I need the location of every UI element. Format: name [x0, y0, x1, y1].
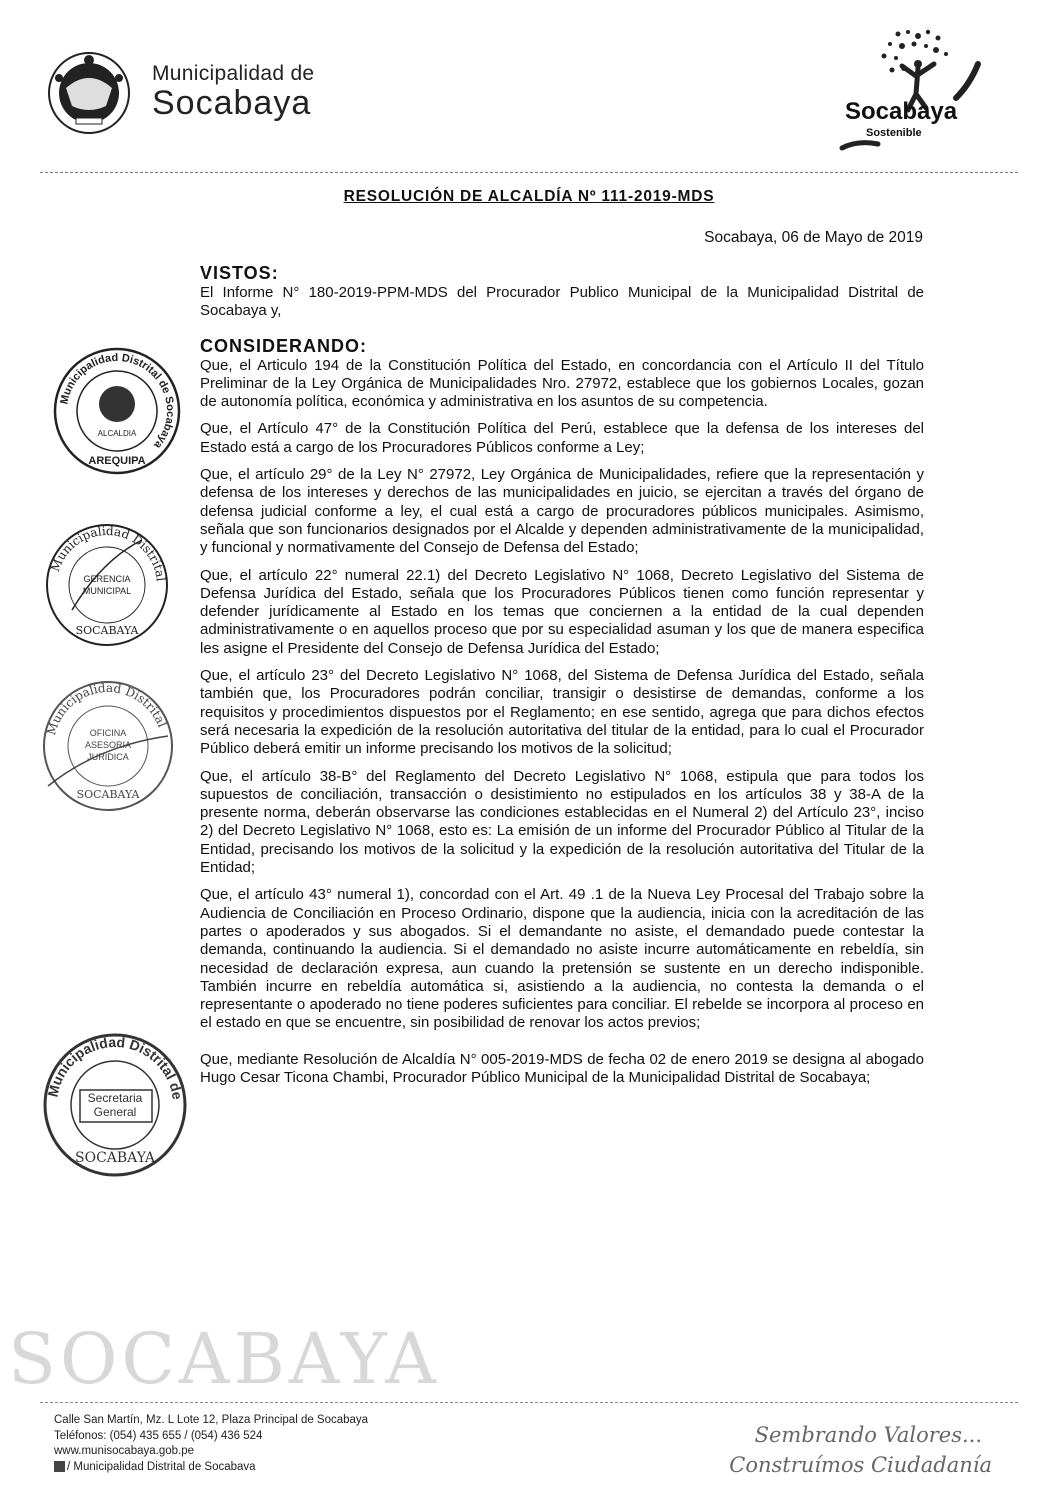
stamp-ring-text: Municipalidad Distrital [44, 680, 170, 737]
gerencia-municipal-stamp [42, 520, 172, 650]
vistos-heading: VISTOS: [200, 263, 279, 283]
asesoria-juridica-stamp [38, 676, 178, 816]
footer-slogan [729, 1420, 992, 1480]
stamp-center-line1: GERENCIA [83, 574, 131, 584]
stamp-center-line1: Secretaria [87, 1091, 143, 1105]
stamp-bottom-text: SOCABAYA [75, 624, 139, 637]
stamp-center-line2: MUNICIPAL [82, 586, 132, 596]
brand-name: Socabaya [845, 98, 958, 125]
stamp-bottom-text: SOCABAYA [76, 788, 140, 801]
header-divider [40, 172, 1018, 173]
considerando-paragraph: Que, el artículo 23° del Decreto Legislativo N° 1068, del Sistema de Defensa Jurídica del Estado, señala también que, los Procuradores podrán conciliar, transigir o desistirse de demandas, conforme a los requisitos y procedimientos dispuestos por el Reglamento; en ese sentido, agrega que para dichos efectos será necesaria la expedición de la resolución autoritativa del titular de la entidad, para lo cual el Procurador Público deberá emitir un informe precisando los motivos de la solicitud; [200, 667, 924, 758]
considerando-paragraph: Que, el Artículo 47° de la Constitución Política del Perú, establece que la defensa de los intereses del Estado está a cargo de los Procuradores Públicos conforme a Ley; [200, 420, 924, 456]
facebook-icon [54, 1461, 65, 1472]
stamp-ring-text: Municipalidad Distrital de Socabaya [58, 351, 177, 451]
considerando-paragraph: Que, el artículo 22° numeral 22.1) del Decreto Legislativo N° 1068, Decreto Legislativo del Sistema de Defensa Jurídica del Estado, señala que los Procuradores Públicos tienen como función representar y defender jurídicamente al Estado en los temas que conciernen a la entidad de la cual dependen administrativamente o en aquellos proceso que por su especialidad asuman y los que de manera especifica les asigne el Presidente del Consejo de Defensa Jurídica del Estado; [200, 566, 924, 657]
footer-contact [54, 1413, 368, 1475]
municipality-name [152, 62, 314, 123]
alcaldia-seal-stamp [52, 346, 182, 476]
document-date: Socabaya, 06 de Mayo de 2019 [704, 229, 923, 246]
considerando-paragraph: Que, el Articulo 194 de la Constitución Política del Estado, en concordancia con el Artículo II del Título Preliminar de la Ley Orgánica de Municipalidades Nro. 27972, establece que los gobiernos Locales, gozan de autonomía política, económica y administrativa en los asuntos de su competencia. [200, 356, 924, 411]
secretaria-general-stamp [40, 1030, 190, 1180]
footer-social[interactable]: / Municipalidad Distrital de Socabava [67, 1460, 256, 1473]
footer-website[interactable]: www.munisocabaya.gob.pe [54, 1445, 194, 1457]
stamp-center-text: ALCALDIA [97, 429, 137, 438]
considerando-paragraph: Que, mediante Resolución de Alcaldía N° 005-2019-MDS de fecha 02 de enero 2019 se designa al abogado Hugo Cesar Ticona Chambi, Procurador Público Municipal de la Municipalidad Distrital de Socabaya; [200, 1050, 924, 1086]
municipality-name-line2: Socabaya [152, 84, 312, 122]
municipality-crest-logo [44, 48, 134, 138]
stamp-center-line3: JURIDICA [87, 752, 129, 762]
footer-address: Calle San Martín, Mz. L Lote 12, Plaza Principal de Socabaya [54, 1414, 369, 1426]
municipality-name-line1: Municipalidad de [152, 62, 315, 85]
stamp-center-line2: ASESORIA [84, 740, 132, 750]
stamp-ring-text: Municipalidad Distrital [47, 523, 168, 583]
stamp-ring-text: Municipalidad Distrital de [44, 1033, 186, 1101]
document-title: RESOLUCIÓN DE ALCALDÍA Nº 111-2019-MDS [343, 188, 715, 205]
stamp-bottom-text: AREQUIPA [88, 455, 146, 467]
brand-tagline: Sostenible [866, 127, 922, 139]
slogan-line2: Construímos Ciudadanía [729, 1453, 992, 1477]
stamp-center-line2: General [93, 1105, 137, 1119]
footer-phones: Teléfonos: (054) 435 655 / (054) 436 524 [54, 1429, 263, 1442]
socabaya-watermark: SOCABAYA [8, 1318, 440, 1400]
slogan-line1: Sembrando Valores... [754, 1423, 982, 1447]
considerando-paragraph: Que, el artículo 43° numeral 1), concordad con el Art. 49 .1 de la Nueva Ley Procesal del Trabajo sobre la Audiencia de Conciliación en Proceso Ordinario, dispone que la audiencia, inicia con la acreditación de las partes o apoderados y sus abogados. Si el demandante no asiste, el demandado puede contestar la demanda, continuando la audiencia. Si el demandado no asiste incurre automáticamente en rebeldía, sin necesidad de declaración expresa, aun cuando la pretensión se sustente en un derecho indisponible. También incurre en rebeldía automática si, asistiendo a la audiencia, no contesta la demanda o el representante o apoderado no tiene poderes suficientes para conciliar. El rebelde se incorpora al proceso en el estado en que se encuentre, sin posibilidad de renovar los actos previos; [200, 886, 924, 1032]
considerando-heading: CONSIDERANDO: [200, 335, 368, 356]
stamp-bottom-text: SOCABAYA [75, 1150, 155, 1166]
considerando-paragraph: Que, el artículo 29° de la Ley N° 27972, Ley Orgánica de Municipalidades, refiere que la representación y defensa de los intereses y derechos de las municipalidades en juicio, se ejercitan a través del órgano de defensa judicial conforme a ley, el cual está a cargo de procuradores públicos municipales. Asimismo, señala que son funcionarios designados por el Alcalde y dependen administrativamente de la municipalidad, y funcional y normativamente del Consejo de Defensa del Estado; [200, 466, 924, 557]
footer-social-row [54, 1460, 368, 1476]
vistos-paragraph: El Informe N° 180-2019-PPM-MDS del Procurador Publico Municipal de la Municipalidad Distrital de Socabaya y, [200, 284, 924, 320]
stamp-center-line1: OFICINA [89, 728, 127, 738]
footer-divider [40, 1402, 1018, 1403]
document-body [200, 262, 924, 1096]
considerando-paragraph: Que, el artículo 38-B° del Reglamento del Decreto Legislativo N° 1068, estipula que para todos los supuestos de conciliación, transacción o desistimiento no estipulados en los artículos 38 y 38-A de la presente norma, deberán observarse las condiciones establecidas en el Numeral 2) del Artículo 23°, inciso 2) del Decreto Legislativo N° 1068, esto es: La emisión de un informe del Procurador Público al Titular de la Entidad, precisando los motivos de la solicitud y la expedición de la resolución autoritativa del Titular de la Entidad; [200, 767, 924, 877]
